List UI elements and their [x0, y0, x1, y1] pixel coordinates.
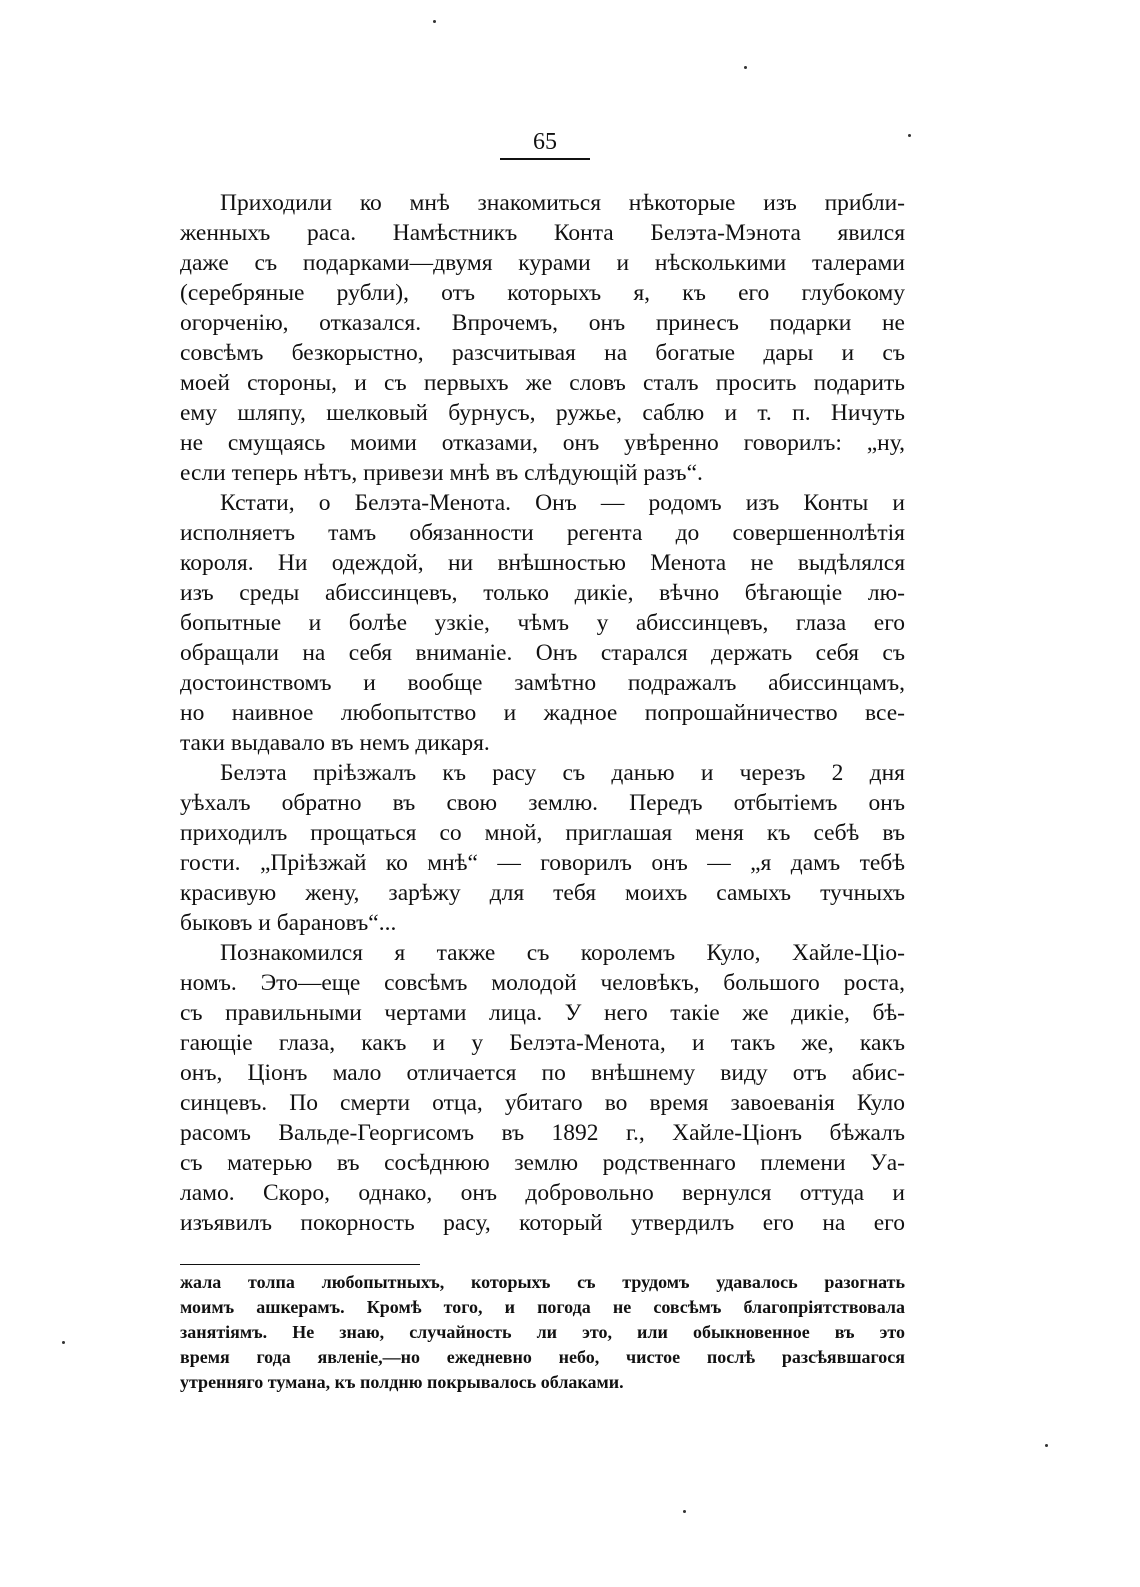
- text-line: не смущаясь моими отказами, онъ увѣренно говорилъ: „ну,: [180, 430, 905, 456]
- text-line: (серебряные рубли), отъ которыхъ я, къ его глубокому: [180, 280, 905, 306]
- footnote-line: жала толпа любопытныхъ, которыхъ съ трудомъ удавалось разогнать: [180, 1272, 905, 1292]
- footnote-line: утренняго тумана, къ полдню покрывалось облаками.: [180, 1372, 624, 1392]
- text-line: достоинствомъ и вообще замѣтно подражалъ абиссинцамъ,: [180, 670, 905, 696]
- text-line: изъявилъ покорность расу, который утвердилъ его на его: [180, 1210, 905, 1236]
- text-line: моей стороны, и съ первыхъ же словъ сталъ просить подарить: [180, 370, 905, 396]
- main-text: [180, 188, 905, 1238]
- print-speck: [683, 1510, 686, 1513]
- footnote-rule: [180, 1264, 420, 1265]
- text-line: синцевъ. По смерти отца, убитаго во время завоеванія Куло: [180, 1090, 905, 1116]
- text-line: быковъ и барановъ“...: [180, 910, 397, 936]
- text-line: огорченію, отказался. Впрочемъ, онъ принесъ подарки не: [180, 310, 905, 336]
- text-line: изъ среды абиссинцевъ, только дикіе, вѣчно бѣгающіе лю-: [180, 580, 905, 606]
- text-line: женныхъ раса. Намѣстникъ Конта Белэта-Мэнота явился: [180, 220, 905, 246]
- text-line: обращали на себя вниманіе. Онъ старался держать себя съ: [180, 640, 905, 666]
- text-line: Познакомился я также съ королемъ Куло, Хайле-Ціо-: [220, 940, 905, 966]
- text-line: съ правильными чертами лица. У него такіе же дикіе, бѣ-: [180, 1000, 905, 1026]
- text-line: приходилъ прощаться со мной, приглашая меня къ себѣ въ: [180, 820, 905, 846]
- text-line: гости. „Пріѣзжай ко мнѣ“ — говорилъ онъ — „я дамъ тебѣ: [180, 850, 905, 876]
- print-speck: [62, 1341, 65, 1344]
- text-line: онъ, Ціонъ мало отличается по внѣшнему виду отъ абис-: [180, 1060, 905, 1086]
- print-speck: [433, 20, 436, 23]
- print-speck: [908, 134, 911, 137]
- text-line: Приходили ко мнѣ знакомиться нѣкоторые изъ прибли-: [220, 190, 905, 216]
- footnote-line: время года явленіе,—но ежедневно небо, чистое послѣ разсѣявшагося: [180, 1347, 905, 1367]
- footnotes: [180, 1270, 905, 1395]
- text-line: но наивное любопытство и жадное попрошайничество все-: [180, 700, 905, 726]
- text-line: короля. Ни одеждой, ни внѣшностью Менота не выдѣлялся: [180, 550, 905, 576]
- text-line: Белэта пріѣзжалъ къ расу съ данью и черезъ 2 дня: [220, 760, 905, 786]
- text-line: исполняетъ тамъ обязанности регента до совершеннолѣтія: [180, 520, 905, 546]
- text-line: если теперь нѣтъ, привези мнѣ въ слѣдующій разъ“.: [180, 460, 703, 486]
- text-line: Кстати, о Белэта-Менота. Онъ — родомъ изъ Конты и: [220, 490, 905, 516]
- text-line: съ матерью въ сосѣднюю землю родственнаго племени Уа-: [180, 1150, 905, 1176]
- text-line: расомъ Вальде-Георгисомъ въ 1892 г., Хайле-Ціонъ бѣжалъ: [180, 1120, 905, 1146]
- footnote-line: занятіямъ. Не знаю, случайность ли это, или обыкновенное въ это: [180, 1322, 905, 1342]
- text-line: совсѣмъ безкорыстно, разсчитывая на богатые дары и съ: [180, 340, 905, 366]
- print-speck: [1045, 1444, 1048, 1447]
- footnote-line: моимъ ашкерамъ. Кромѣ того, и погода не совсѣмъ благопріятствовала: [180, 1297, 905, 1317]
- print-speck: [744, 66, 747, 69]
- text-line: красивую жену, зарѣжу для тебя моихъ самыхъ тучныхъ: [180, 880, 905, 906]
- text-line: гающіе глаза, какъ и у Белэта-Менота, и такъ же, какъ: [180, 1030, 905, 1056]
- text-line: уѣхалъ обратно въ свою землю. Передъ отбытіемъ онъ: [180, 790, 905, 816]
- text-line: даже съ подарками—двумя курами и нѣсколькими талерами: [180, 250, 905, 276]
- text-line: номъ. Это—еще совсѣмъ молодой человѣкъ, большого роста,: [180, 970, 905, 996]
- text-line: ламо. Скоро, однако, онъ добровольно вернулся оттуда и: [180, 1180, 905, 1206]
- text-line: ему шляпу, шелковый бурнусъ, ружье, саблю и т. п. Ничуть: [180, 400, 905, 426]
- page-number: 65: [500, 128, 590, 160]
- text-line: бопытные и болѣе узкіе, чѣмъ у абиссинцевъ, глаза его: [180, 610, 905, 636]
- text-line: таки выдавало въ немъ дикаря.: [180, 730, 490, 756]
